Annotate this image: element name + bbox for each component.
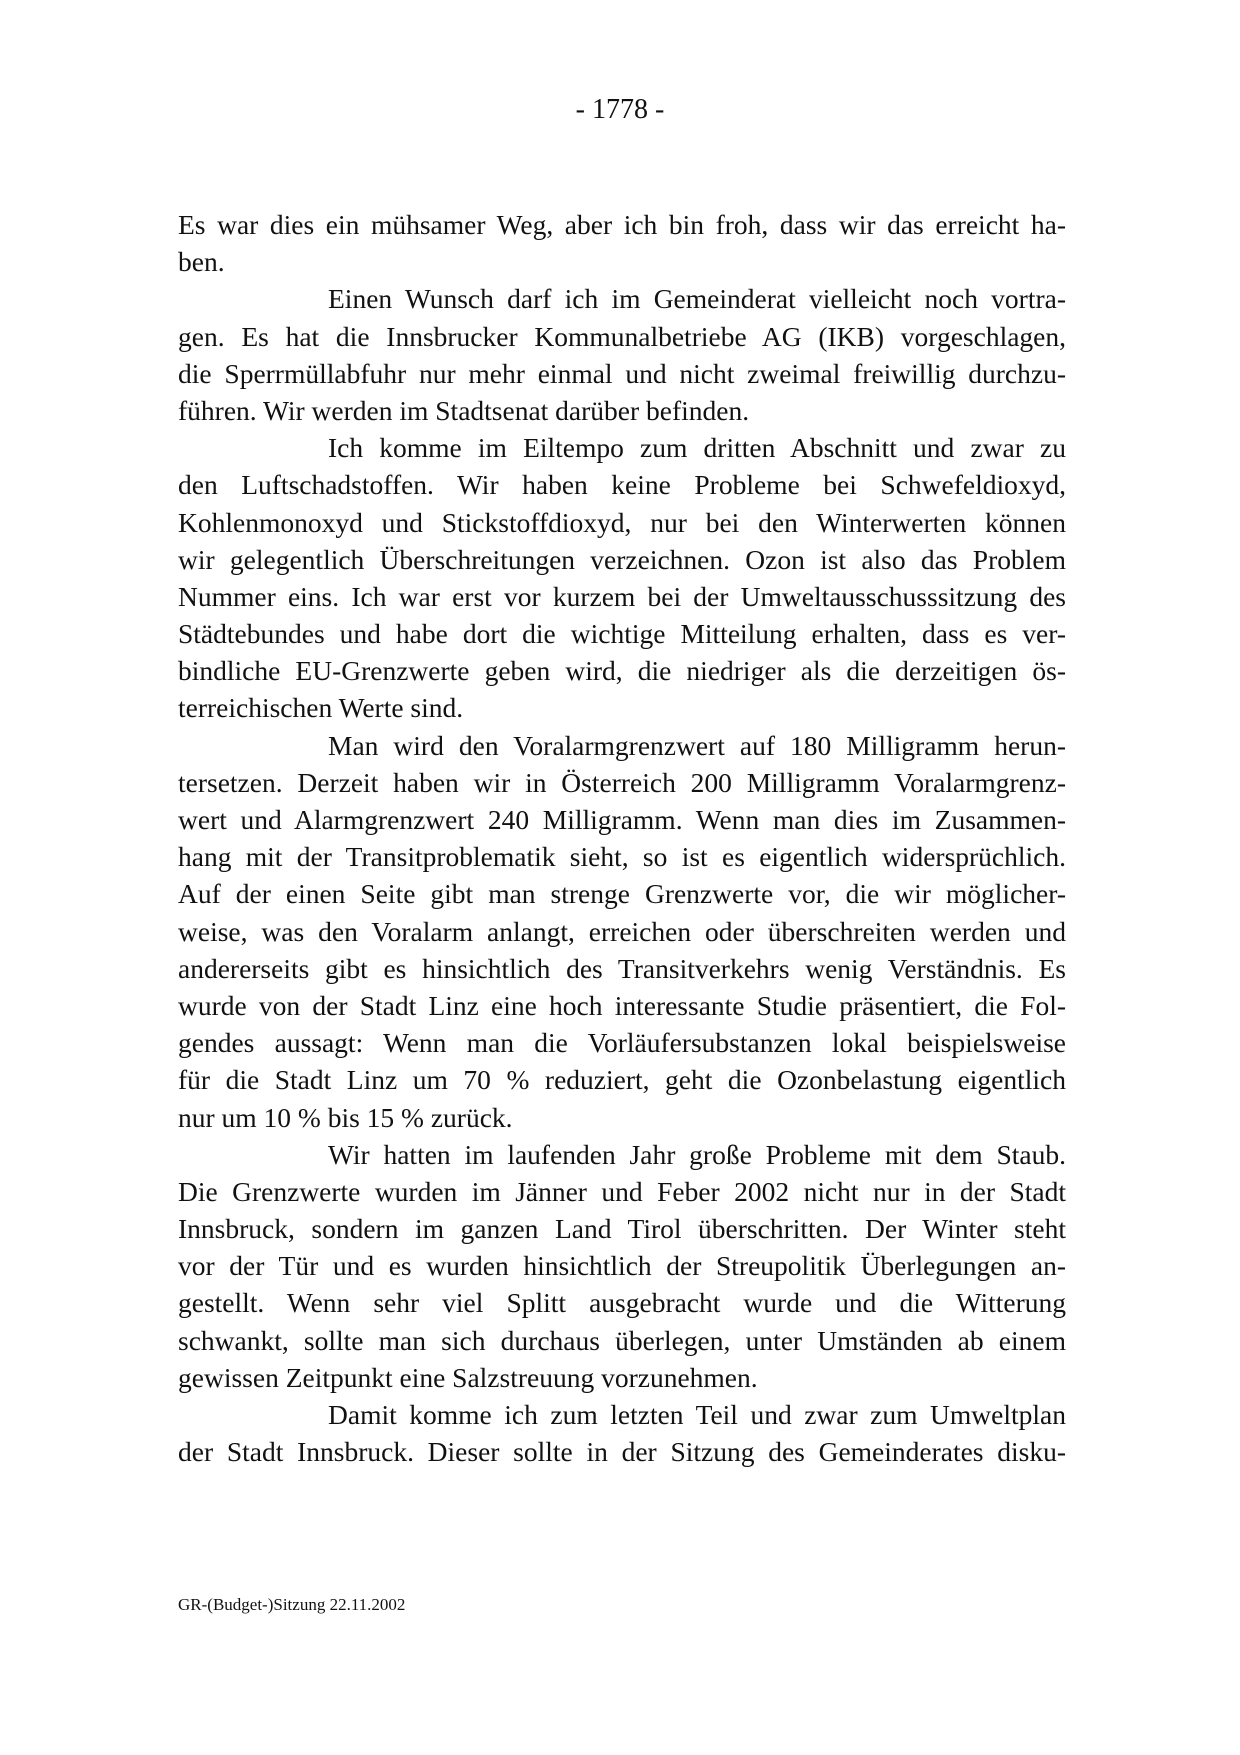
text-line: andererseits gibt es hinsichtlich des Transitverkehrs wenig Verständnis. Es: [178, 952, 1066, 984]
text-line: der Stadt Innsbruck. Dieser sollte in der Sitzung des Gemeinderates disku-: [178, 1436, 1066, 1468]
text-line: führen. Wir werden im Stadtsenat darüber befinden.: [178, 394, 750, 426]
text-line: die Sperrmüllabfuhr nur mehr einmal und nicht zweimal freiwillig durchzu-: [178, 357, 1066, 389]
text-line: wurde von der Stadt Linz eine hoch interessante Studie präsentiert, die Fol-: [178, 989, 1066, 1021]
text-line: gen. Es hat die Innsbrucker Kommunalbetriebe AG (IKB) vorgeschlagen,: [178, 320, 1066, 352]
text-line: wir gelegentlich Überschreitungen verzeichnen. Ozon ist also das Problem: [178, 543, 1066, 575]
text-line: den Luftschadstoffen. Wir haben keine Probleme bei Schwefeldioxyd,: [178, 469, 1066, 501]
text-line: Wir hatten im laufenden Jahr große Probleme mit dem Staub.: [328, 1138, 1066, 1170]
text-line: wert und Alarmgrenzwert 240 Milligramm. Wenn man dies im Zusammen-: [178, 804, 1066, 835]
text-line: Auf der einen Seite gibt man strenge Grenzwerte vor, die wir möglicher-: [178, 878, 1066, 910]
text-line: Nummer eins. Ich war erst vor kurzem bei der Umweltausschusssitzung des: [178, 580, 1066, 612]
text-line: tersetzen. Derzeit haben wir in Österreich 200 Milligramm Voralarmgrenz-: [178, 766, 1066, 798]
text-line: schwankt, sollte man sich durchaus überlegen, unter Umständen ab einem: [178, 1324, 1066, 1356]
text-line: für die Stadt Linz um 70 % reduziert, geht die Ozonbelastung eigentlich: [178, 1064, 1066, 1096]
text-line: hang mit der Transitproblematik sieht, so ist es eigentlich widersprüchlich.: [178, 841, 1066, 873]
text-line: weise, was den Voralarm anlangt, erreichen oder überschreiten werden und: [178, 915, 1066, 947]
text-line: Ich komme im Eiltempo zum dritten Abschnitt und zwar zu: [328, 432, 1066, 464]
text-line: Damit komme ich zum letzten Teil und zwar zum Umweltplan: [328, 1399, 1066, 1430]
text-line: Die Grenzwerte wurden im Jänner und Feber 2002 nicht nur in der Stadt: [178, 1175, 1066, 1207]
text-line: Innsbruck, sondern im ganzen Land Tirol überschritten. Der Winter steht: [178, 1213, 1066, 1245]
page-number: - 1778 -: [575, 94, 665, 125]
text-line: ben.: [178, 246, 225, 278]
text-line: gewissen Zeitpunkt eine Salzstreuung vorzunehmen.: [178, 1361, 758, 1393]
text-line: terreichischen Werte sind.: [178, 692, 464, 724]
text-line: Städtebundes und habe dort die wichtige Mitteilung erhalten, dass es ver-: [178, 618, 1066, 650]
body-text: [178, 206, 1066, 1470]
text-line: vor der Tür und es wurden hinsichtlich der Streupolitik Überlegungen an-: [178, 1250, 1066, 1282]
text-line: Einen Wunsch darf ich im Gemeinderat vielleicht noch vortra-: [328, 283, 1066, 315]
page-footer: GR-(Budget-)Sitzung 22.11.2002: [178, 1595, 406, 1614]
text-line: gestellt. Wenn sehr viel Splitt ausgebracht wurde und die Witterung: [178, 1287, 1066, 1319]
text-line: Es war dies ein mühsamer Weg, aber ich bin froh, dass wir das erreicht ha-: [178, 209, 1066, 240]
text-line: Kohlenmonoxyd und Stickstoffdioxyd, nur bei den Winterwerten können: [178, 506, 1066, 538]
text-line: nur um 10 % bis 15 % zurück.: [178, 1101, 513, 1133]
text-line: Man wird den Voralarmgrenzwert auf 180 Milligramm herun-: [328, 729, 1066, 761]
text-line: bindliche EU-Grenzwerte geben wird, die niedriger als die derzeitigen ös-: [178, 655, 1066, 687]
text-line: gendes aussagt: Wenn man die Vorläufersubstanzen lokal beispielsweise: [178, 1027, 1066, 1059]
